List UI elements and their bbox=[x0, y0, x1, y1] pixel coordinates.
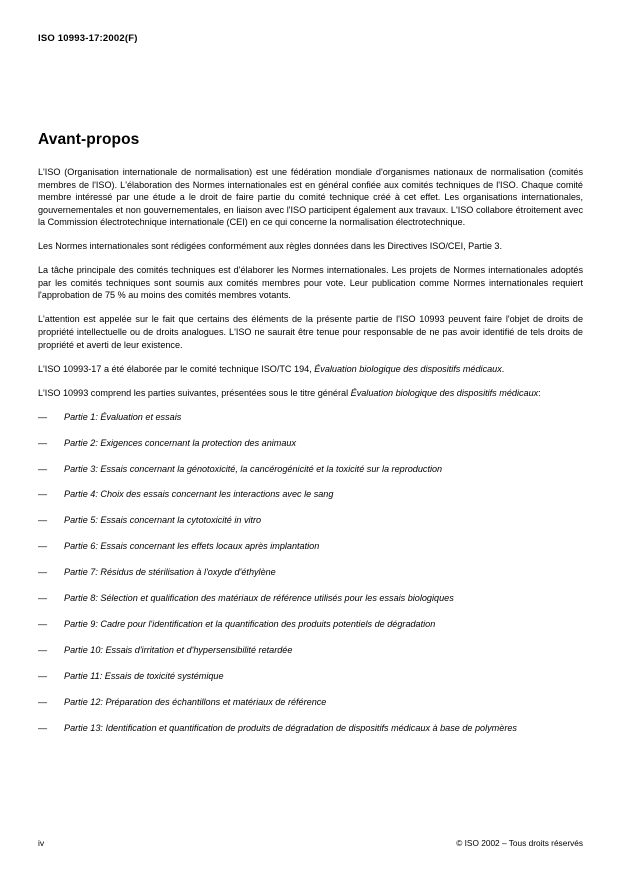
list-item-label: Partie 4: Choix des essais concernant les interactions avec le sang bbox=[64, 489, 334, 500]
tc-paragraph-trail: . bbox=[501, 363, 505, 374]
parts-intro-paragraph bbox=[38, 387, 583, 400]
list-item-label: Partie 3: Essais concernant la génotoxicité, la cancérogénicité et la toxicité sur la reproduction bbox=[64, 463, 443, 474]
list-item bbox=[38, 514, 583, 527]
list-item-label: Partie 2: Exigences concernant la protection des animaux bbox=[64, 437, 297, 448]
tc-paragraph-title-italic: Évaluation biologique des dispositifs médicaux bbox=[314, 363, 502, 374]
list-item-label: Partie 13: Identification et quantification de produits de dégradation de dispositifs médicaux à base de polymères bbox=[64, 722, 517, 733]
list-item bbox=[38, 437, 583, 450]
list-item bbox=[38, 411, 583, 424]
list-item-label: Partie 10: Essais d'irritation et d'hypersensibilité retardée bbox=[64, 645, 293, 656]
page-content bbox=[38, 131, 583, 748]
list-item-label: Partie 12: Préparation des échantillons et matériaux de référence bbox=[64, 696, 327, 707]
em-dash-bullet-icon: — bbox=[38, 722, 48, 733]
running-header: ISO 10993-17:2002(F) bbox=[38, 33, 138, 44]
em-dash-bullet-icon: — bbox=[38, 645, 48, 656]
foreword-paragraph-4: L'attention est appelée sur le fait que certains des éléments de la présente partie de l'ISO 10993 peuvent faire l'objet de droits de propriété intellectuelle ou de droits analogues. L'ISO ne saurait être tenue pour responsable de ne pas avoir identifié de tels droits de propriété et averti de leur existence. bbox=[38, 314, 583, 350]
footer-copyright: © ISO 2002 – Tous droits réservés bbox=[456, 838, 583, 848]
em-dash-bullet-icon: — bbox=[38, 593, 48, 604]
foreword-paragraph-3: La tâche principale des comités techniques est d'élaborer les Normes internationales. Les projets de Normes internationales adoptés par les comités techniques sont soumis aux comités membres pour vote. Leur publication comme Normes internationales requiert l'approbation de 75 % au moins des comités membres votants. bbox=[38, 265, 583, 301]
list-item-label: Partie 9: Cadre pour l'identification et la quantification des produits potentiels de dégradation bbox=[64, 619, 436, 630]
parts-intro-trail: : bbox=[538, 387, 541, 398]
page-footer bbox=[38, 838, 583, 848]
list-item bbox=[38, 618, 583, 631]
list-item bbox=[38, 488, 583, 501]
em-dash-bullet-icon: — bbox=[38, 463, 48, 474]
list-item bbox=[38, 463, 583, 476]
list-item bbox=[38, 722, 583, 735]
list-item bbox=[38, 566, 583, 579]
em-dash-bullet-icon: — bbox=[38, 671, 48, 682]
page-title: Avant-propos bbox=[38, 131, 140, 148]
foreword-paragraph-2: Les Normes internationales sont rédigées conformément aux règles données dans les Directives ISO/CEI, Partie 3. bbox=[38, 241, 503, 252]
list-item bbox=[38, 644, 583, 657]
foreword-paragraph-1: L'ISO (Organisation internationale de normalisation) est une fédération mondiale d'organismes nationaux de normalisation (comités membres de l'ISO). L'élaboration des Normes internationales est en général confiée aux comités techniques de l'ISO. Chaque comité membre intéressé par une étude a le droit de faire partie du comité technique créé à cet effet. Les organisations internationales, gouvernementales et non gouvernementales, en liaison avec l'ISO participent également aux travaux. L'ISO collabore étroitement avec la Commission électrotechnique internationale (CEI) en ce qui concerne la normalisation électrotechnique. bbox=[38, 167, 583, 228]
list-item bbox=[38, 540, 583, 553]
em-dash-bullet-icon: — bbox=[38, 437, 48, 448]
footer-page-number: iv bbox=[38, 838, 45, 848]
list-item-label: Partie 5: Essais concernant la cytotoxicité in vitro bbox=[64, 515, 262, 526]
parts-list bbox=[38, 411, 583, 735]
list-item-label: Partie 7: Résidus de stérilisation à l'oxyde d'éthylène bbox=[64, 567, 276, 578]
parts-intro-lead: L'ISO 10993 comprend les parties suivantes, présentées sous le titre général bbox=[38, 387, 351, 398]
em-dash-bullet-icon: — bbox=[38, 411, 48, 422]
list-item bbox=[38, 696, 583, 709]
technical-committee-paragraph bbox=[38, 363, 583, 376]
em-dash-bullet-icon: — bbox=[38, 515, 48, 526]
list-item-label: Partie 6: Essais concernant les effets locaux après implantation bbox=[64, 541, 320, 552]
em-dash-bullet-icon: — bbox=[38, 696, 48, 707]
em-dash-bullet-icon: — bbox=[38, 541, 48, 552]
list-item-label: Partie 1: Évaluation et essais bbox=[64, 411, 182, 422]
list-item bbox=[38, 670, 583, 683]
list-item-label: Partie 8: Sélection et qualification des matériaux de référence utilisés pour les essais biologiques bbox=[64, 593, 454, 604]
list-item bbox=[38, 592, 583, 605]
em-dash-bullet-icon: — bbox=[38, 489, 48, 500]
em-dash-bullet-icon: — bbox=[38, 567, 48, 578]
em-dash-bullet-icon: — bbox=[38, 619, 48, 630]
list-item-label: Partie 11: Essais de toxicité systémique bbox=[64, 671, 224, 682]
tc-paragraph-lead: L'ISO 10993-17 a été élaborée par le comité technique ISO/TC 194, bbox=[38, 363, 315, 374]
parts-intro-title-italic: Évaluation biologique des dispositifs médicaux bbox=[350, 387, 539, 398]
